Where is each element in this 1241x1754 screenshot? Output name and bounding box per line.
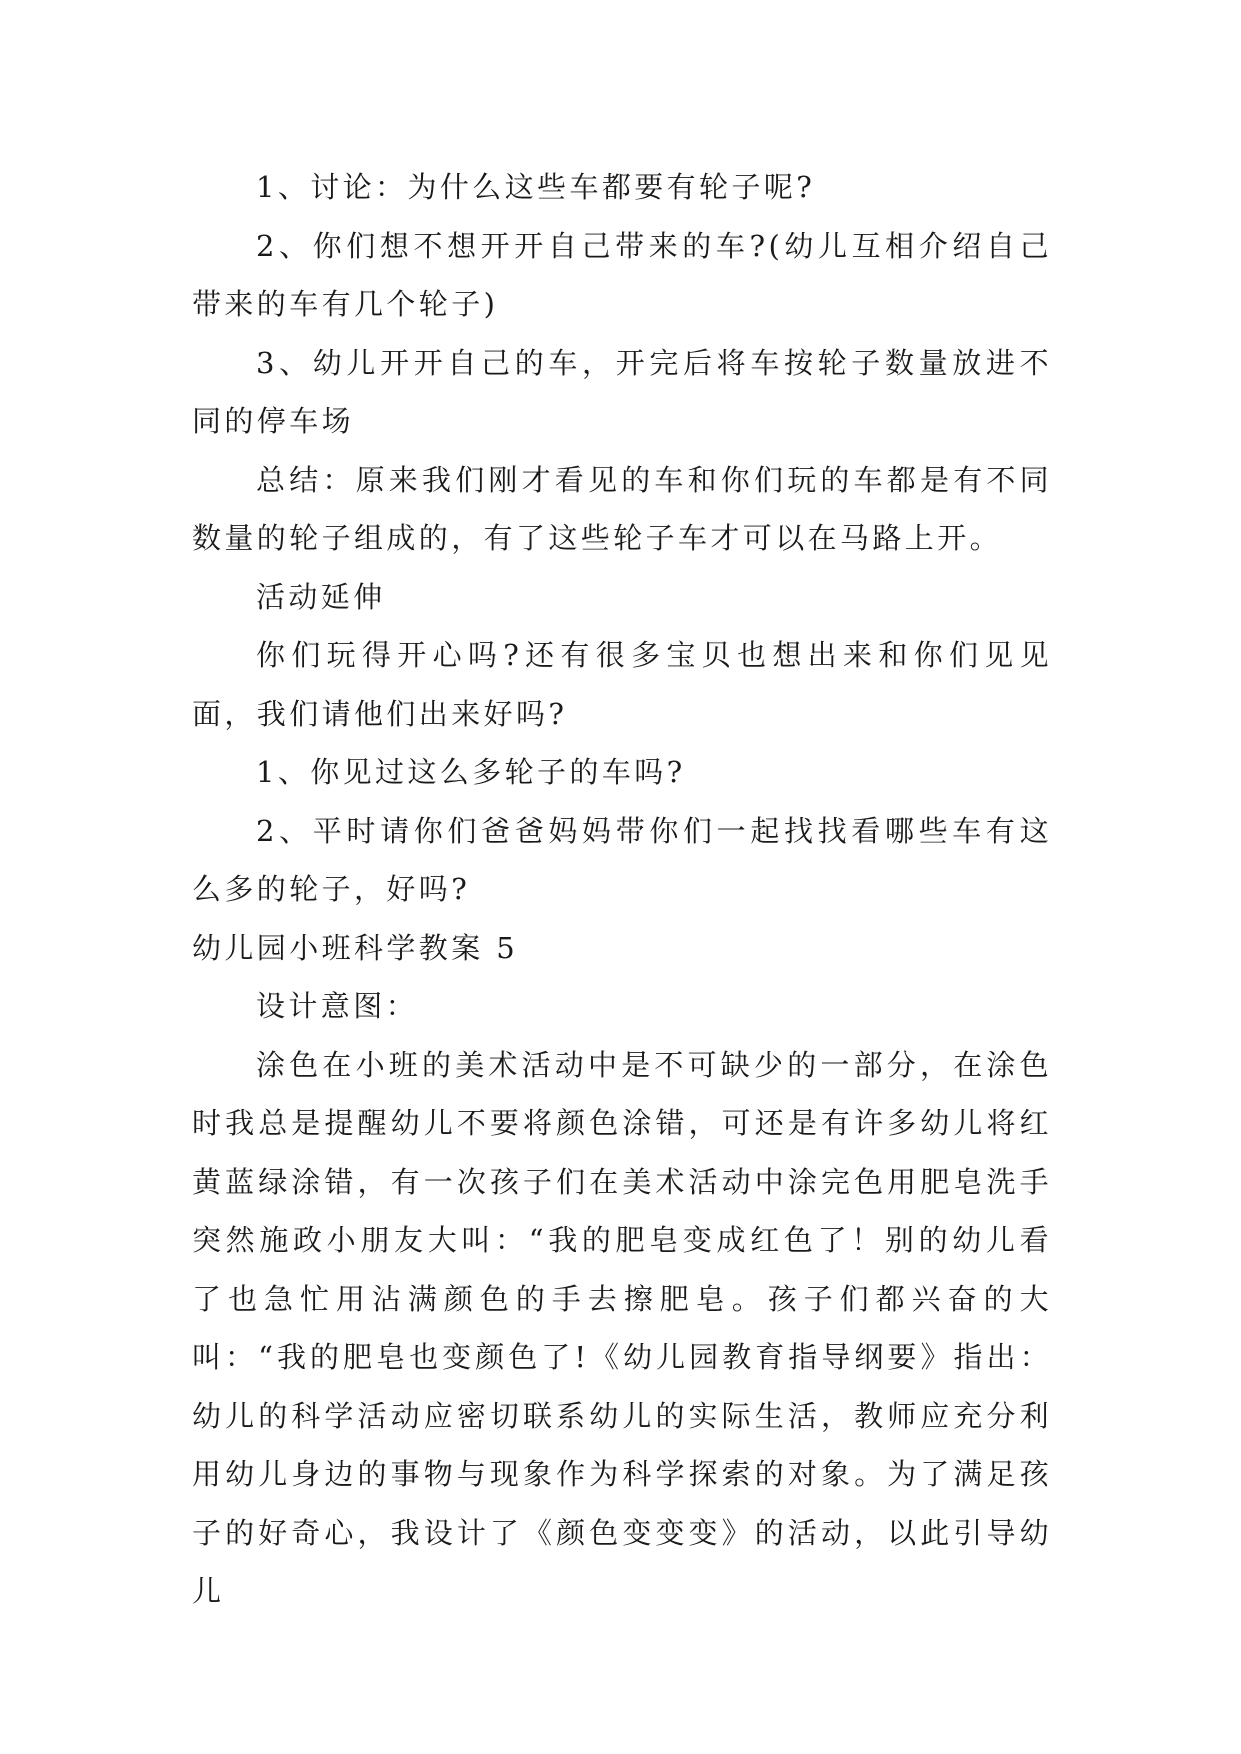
paragraph-extension-heading: 活动延伸 (256, 579, 386, 614)
paragraph-extension-q2: 2、平时请你们爸爸妈妈带你们一起找找看哪些车有这么多的轮子，好吗? (192, 813, 1052, 906)
paragraph-summary: 总结：原来我们刚才看见的车和你们玩的车都是有不同数量的轮子组成的，有了这些轮子车才可以在马路上开。 (192, 462, 1052, 555)
paragraph-parking: 3、幼儿开开自己的车，开完后将车按轮子数量放进不同的停车场 (192, 345, 1052, 438)
paragraph-discussion: 1、讨论：为什么这些车都要有轮子呢? (256, 170, 816, 204)
paragraph-design-intent-body: 涂色在小班的美术活动中是不可缺少的一部分，在涂色时我总是提醒幼儿不要将颜色涂错，可还是有许多幼儿将红黄蓝绿涂错，有一次孩子们在美术活动中涂完色用肥皂洗手突然施政小朋友大叫：“我的肥皂变成红色了！别的幼儿看了也急忙用沾满颜色的手去擦肥皂。孩子们都兴奋的大叫：“我的肥皂也变颜色了!《幼儿园教育指导纲要》指出：幼儿的科学活动应密切联系幼儿的实际生活，教师应充分利用幼儿身边的事物与现象作为科学探索的对象。为了满足孩子的好奇心，我设计了《颜色变变变》的活动，以此引导幼儿 (192, 1047, 1052, 1608)
paragraph-drive-cars: 2、你们想不想开开自己带来的车?(幼儿互相介绍自己带来的车有几个轮子) (192, 228, 1052, 321)
paragraph-extension-q1: 1、你见过这么多轮子的车吗? (256, 755, 686, 789)
paragraph-extension-intro: 你们玩得开心吗?还有很多宝贝也想出来和你们见见面，我们请他们出来好吗? (192, 638, 1052, 731)
document-body (192, 158, 1052, 1621)
paragraph-design-intent-heading: 设计意图： (256, 989, 419, 1023)
section-title: 幼儿园小班科学教案 5 (192, 930, 519, 965)
